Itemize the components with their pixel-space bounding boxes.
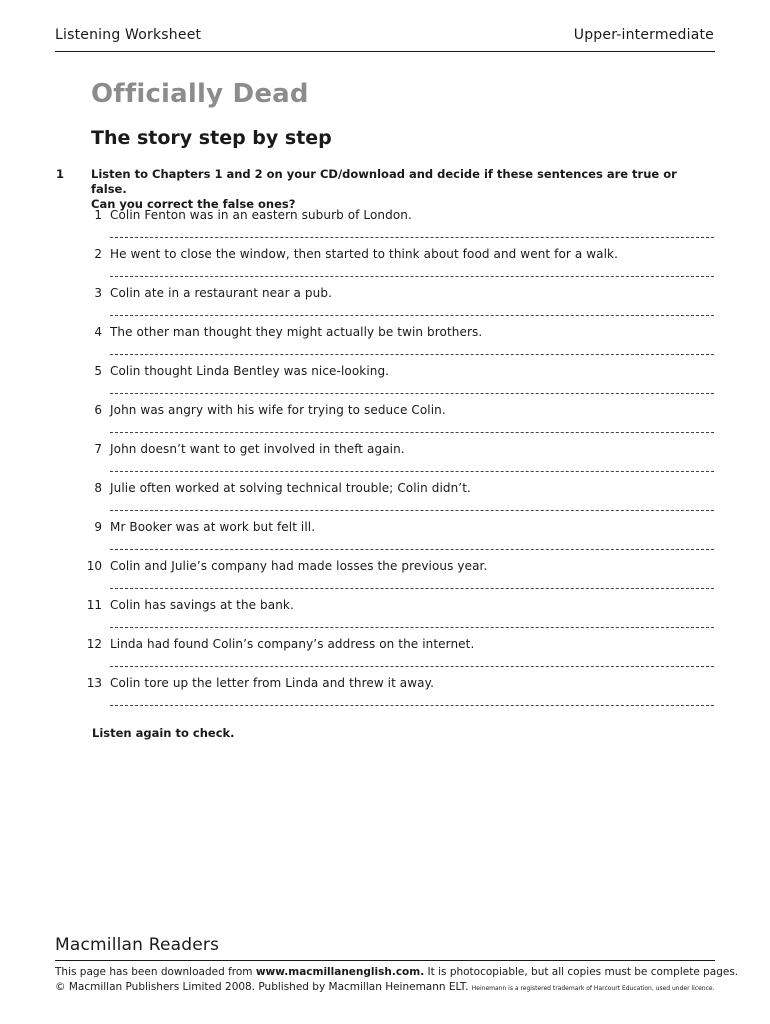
footer-download-notice: [55, 966, 738, 978]
publisher-brand: Macmillan Readers: [55, 935, 220, 955]
trademark-notice: Heinemann is a registered trademark of Harcourt Education, used under licence.: [471, 985, 715, 992]
answer-line[interactable]: [110, 276, 714, 277]
answer-line[interactable]: [110, 627, 714, 628]
footer-copyright: [55, 981, 714, 993]
footer-notice-prefix: This page has been downloaded from: [55, 966, 256, 978]
item-number: 3: [94, 286, 102, 300]
answer-line[interactable]: [110, 237, 714, 238]
answer-line[interactable]: [110, 705, 714, 706]
footer-url-link[interactable]: www.macmillanenglish.com.: [255, 966, 425, 978]
statement-list: [80, 207, 714, 714]
item-number: 12: [86, 637, 102, 651]
answer-line[interactable]: [110, 471, 714, 472]
item-number: 7: [94, 442, 102, 456]
list-item: [80, 285, 714, 324]
item-number: 4: [94, 325, 102, 339]
level-label: Upper-intermediate: [573, 27, 714, 43]
item-statement: John doesn’t want to get involved in theft again.: [110, 442, 405, 456]
item-number: 2: [94, 247, 102, 261]
instruction-line-1: Listen to Chapters 1 and 2 on your CD/download and decide if these sentences are true or false.: [91, 167, 677, 196]
list-item: [80, 675, 714, 714]
list-item: [80, 441, 714, 480]
list-item: [80, 558, 714, 597]
item-statement: John was angry with his wife for trying to seduce Colin.: [110, 403, 446, 417]
exercise-instruction: [91, 167, 711, 212]
answer-line[interactable]: [110, 432, 714, 433]
item-statement: Colin tore up the letter from Linda and threw it away.: [110, 676, 435, 690]
item-number: 9: [94, 520, 102, 534]
item-statement: Colin thought Linda Bentley was nice-looking.: [110, 364, 390, 378]
item-statement: He went to close the window, then started to think about food and went for a walk.: [110, 247, 618, 261]
answer-line[interactable]: [110, 393, 714, 394]
item-statement: Colin and Julie’s company had made losses the previous year.: [110, 559, 488, 573]
worksheet-type: Listening Worksheet: [55, 27, 202, 43]
answer-line[interactable]: [110, 666, 714, 667]
list-item: [80, 480, 714, 519]
list-item: [80, 207, 714, 246]
item-statement: Colin Fenton was in an eastern suburb of London.: [110, 208, 412, 222]
list-item: [80, 519, 714, 558]
page-title: Officially Dead: [91, 79, 309, 109]
section-subtitle: The story step by step: [91, 127, 332, 149]
answer-line[interactable]: [110, 549, 714, 550]
list-item: [80, 636, 714, 675]
item-statement: Linda had found Colin’s company’s address on the internet.: [110, 637, 475, 651]
exercise-number: 1: [56, 167, 65, 181]
item-number: 13: [86, 676, 102, 690]
list-item: [80, 324, 714, 363]
item-statement: The other man thought they might actually be twin brothers.: [110, 325, 483, 339]
listen-again-note: Listen again to check.: [92, 726, 235, 740]
item-number: 1: [94, 208, 102, 222]
item-number: 8: [94, 481, 102, 495]
list-item: [80, 402, 714, 441]
item-number: 6: [94, 403, 102, 417]
item-number: 10: [86, 559, 102, 573]
footer-notice-suffix: It is photocopiable, but all copies must be complete pages.: [424, 966, 739, 978]
answer-line[interactable]: [110, 510, 714, 511]
answer-line[interactable]: [110, 588, 714, 589]
answer-line[interactable]: [110, 315, 714, 316]
footer-divider: [55, 960, 715, 961]
item-statement: Colin has savings at the bank.: [110, 598, 294, 612]
item-number: 11: [86, 598, 102, 612]
instruction-line-2: Can you correct the false ones?: [91, 197, 296, 211]
copyright-text: © Macmillan Publishers Limited 2008. Published by Macmillan Heinemann ELT.: [55, 981, 472, 993]
answer-line[interactable]: [110, 354, 714, 355]
item-statement: Colin ate in a restaurant near a pub.: [110, 286, 332, 300]
item-number: 5: [94, 364, 102, 378]
list-item: [80, 363, 714, 402]
list-item: [80, 597, 714, 636]
header-divider: [55, 51, 715, 52]
list-item: [80, 246, 714, 285]
item-statement: Mr Booker was at work but felt ill.: [110, 520, 316, 534]
item-statement: Julie often worked at solving technical trouble; Colin didn’t.: [110, 481, 471, 495]
